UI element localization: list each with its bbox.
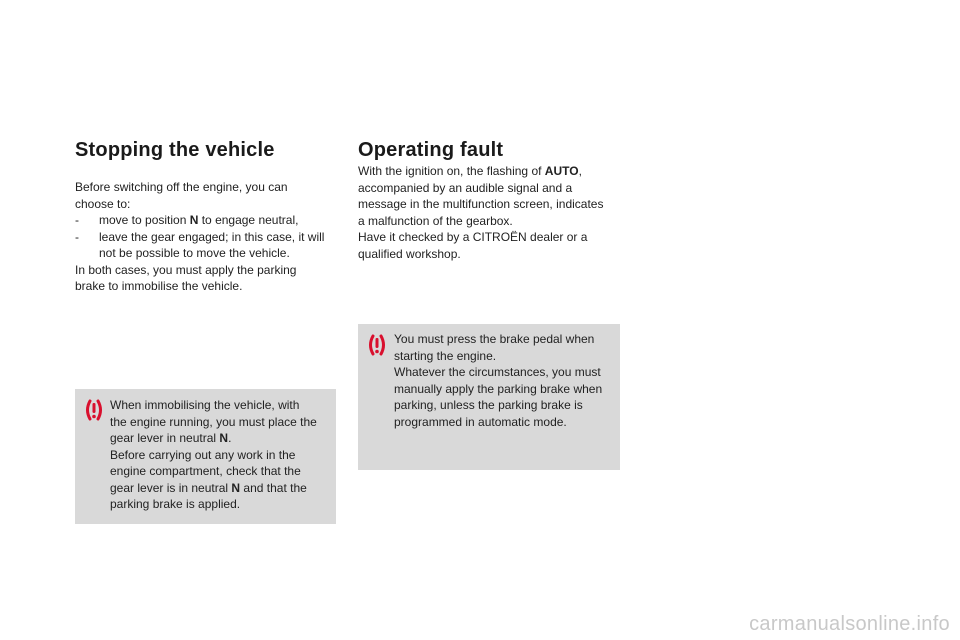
warning-box-left: [75, 389, 336, 524]
stopping-outro-line-2: brake to immobilise the vehicle.: [75, 279, 243, 293]
bullet-item: [75, 229, 340, 262]
stopping-intro-line-2: choose to:: [75, 196, 131, 211]
operating-fault-body: With the ignition on, the flashing of AUTO, accompanied by an audible signal and a message in the multifunction screen, indicates a malfunction of the gearbox. Have it checked by a CITROËN dealer or a qualified workshop.: [358, 164, 604, 261]
bullet-dash: -: [75, 213, 79, 227]
warning-icon: [366, 334, 388, 356]
section-title-operating-fault: Operating fault: [358, 139, 504, 161]
warning-text-left: When immobilising the vehicle, with the engine running, you must place the gear lever in neutral N. Before carrying out any work in the engine compartment, check that the gear lever is in neutral N and that the parking brake is applied.: [110, 398, 317, 511]
bullet-text: leave the gear engaged; in this case, it will not be possible to move the vehicle.: [99, 229, 325, 260]
warning-box-right: [358, 324, 620, 470]
stopping-outro-line-1: In both cases, you must apply the parking: [75, 262, 297, 277]
section-title-stopping: Stopping the vehicle: [75, 139, 275, 161]
warning-text-right: You must press the brake pedal when starting the engine. Whatever the circumstances, you must manually apply the parking brake when parking, unless the parking brake is programmed in automatic mode.: [394, 332, 603, 429]
bullet-item: [75, 212, 340, 229]
watermark: carmanualsonline.info: [749, 613, 950, 635]
bullet-text: move to position N to engage neutral,: [99, 213, 299, 227]
stopping-body: [75, 179, 340, 295]
warning-icon: [83, 399, 105, 421]
stopping-intro-line-1: Before switching off the engine, you can: [75, 180, 288, 194]
bullet-dash: -: [75, 229, 79, 244]
